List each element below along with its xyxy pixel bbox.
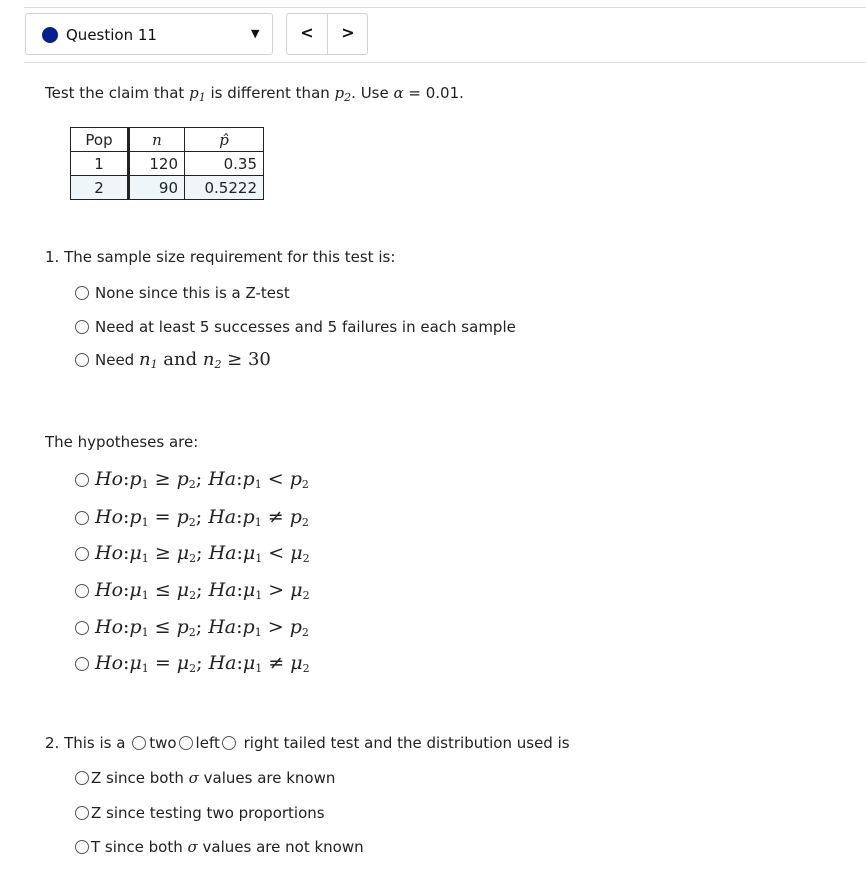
p2-symbol: $p_2$ (334, 84, 352, 104)
table-cell: 1 (71, 152, 129, 176)
radio-button[interactable] (75, 771, 89, 785)
hypotheses-label: The hypotheses are: (45, 433, 199, 451)
table-row (71, 176, 264, 200)
alpha-value: = 0.01. (403, 84, 464, 102)
question-select[interactable] (25, 13, 273, 55)
q2-option-1[interactable]: Z since both σ values are known (75, 766, 335, 790)
table-header-cell: p̂ (185, 128, 264, 152)
radio-button[interactable] (75, 547, 89, 561)
hypothesis-math: $Ho:\mu_1 \ge \mu_2$; $Ha:\mu_1 < \mu_2$ (95, 542, 310, 565)
prompt-text-mid: is different than (205, 84, 335, 102)
table-cell: 120 (129, 152, 185, 176)
option-two-label: two (149, 734, 177, 752)
q2-option-3[interactable]: T since both σ values are not known (75, 835, 364, 859)
hypothesis-math: $Ho:p_1 \le p_2$; $Ha:p_1 > p_2$ (95, 616, 309, 639)
radio-button[interactable] (75, 584, 89, 598)
radio-button-right[interactable] (222, 736, 236, 750)
table-row (71, 152, 264, 176)
population-table (70, 127, 264, 200)
next-question-button[interactable]: > (341, 23, 355, 42)
radio-button[interactable] (75, 353, 89, 367)
q1-option-1[interactable]: None since this is a Z-test (75, 281, 290, 305)
option-right-label: right tailed test and the distribution used is (238, 734, 570, 752)
table-cell: 2 (71, 176, 129, 200)
table-cell: 0.35 (185, 152, 264, 176)
hypothesis-option[interactable] (75, 465, 309, 493)
table-cell: 0.5222 (185, 176, 264, 200)
table-cell: 90 (129, 176, 185, 200)
hypothesis-option[interactable] (75, 539, 310, 567)
hypothesis-option[interactable] (75, 613, 309, 641)
caret-down-icon: ▼ (251, 27, 260, 40)
header-divider (24, 62, 866, 63)
q1-option-2[interactable]: Need at least 5 successes and 5 failures in each sample (75, 315, 516, 339)
radio-button[interactable] (75, 840, 89, 854)
radio-button[interactable] (75, 511, 89, 525)
q2-sentence: 2. This is a two left right tailed test and the distribution used is (45, 734, 570, 752)
hypothesis-math: $Ho:p_1 \ge p_2$; $Ha:p_1 < p_2$ (95, 468, 309, 491)
radio-button-two[interactable] (132, 736, 146, 750)
radio-button-left[interactable] (179, 736, 193, 750)
question-select-label: Question 11 (66, 26, 157, 44)
radio-button[interactable] (75, 621, 89, 635)
hypothesis-option[interactable] (75, 503, 309, 531)
alpha-symbol: α (393, 84, 404, 102)
q1-option-3[interactable]: Need $n_1$ and $n_2 \ge 30$ (75, 348, 271, 372)
q1-label: 1. The sample size requirement for this test is: (45, 248, 396, 266)
table-header-row (71, 128, 264, 152)
hypothesis-math: $Ho:p_1 = p_2$; $Ha:p_1 \ne p_2$ (95, 506, 309, 529)
radio-button[interactable] (75, 320, 89, 334)
radio-button[interactable] (75, 473, 89, 487)
radio-button[interactable] (75, 286, 89, 300)
hypothesis-math: $Ho:\mu_1 \le \mu_2$; $Ha:\mu_1 > \mu_2$ (95, 579, 310, 602)
hypothesis-option[interactable] (75, 649, 310, 677)
radio-button[interactable] (75, 806, 89, 820)
table-header-cell: n (129, 128, 185, 152)
question-nav (286, 13, 368, 55)
q2-option-2[interactable]: Z since testing two proportions (75, 801, 325, 825)
prompt-text-post: . Use (351, 84, 394, 102)
hypothesis-option[interactable] (75, 576, 310, 604)
radio-button[interactable] (75, 657, 89, 671)
option-left-label: left (195, 734, 220, 752)
status-dot-icon (42, 27, 58, 43)
previous-question-button[interactable]: < (300, 23, 314, 42)
p1-symbol: $p_1$ (189, 84, 206, 104)
table-header-cell: Pop (71, 128, 129, 152)
hypothesis-math: $Ho:\mu_1 = \mu_2$; $Ha:\mu_1 \ne \mu_2$ (95, 652, 310, 675)
question-prompt (45, 84, 464, 104)
prompt-text: Test the claim that (45, 84, 190, 102)
top-divider (24, 7, 866, 8)
